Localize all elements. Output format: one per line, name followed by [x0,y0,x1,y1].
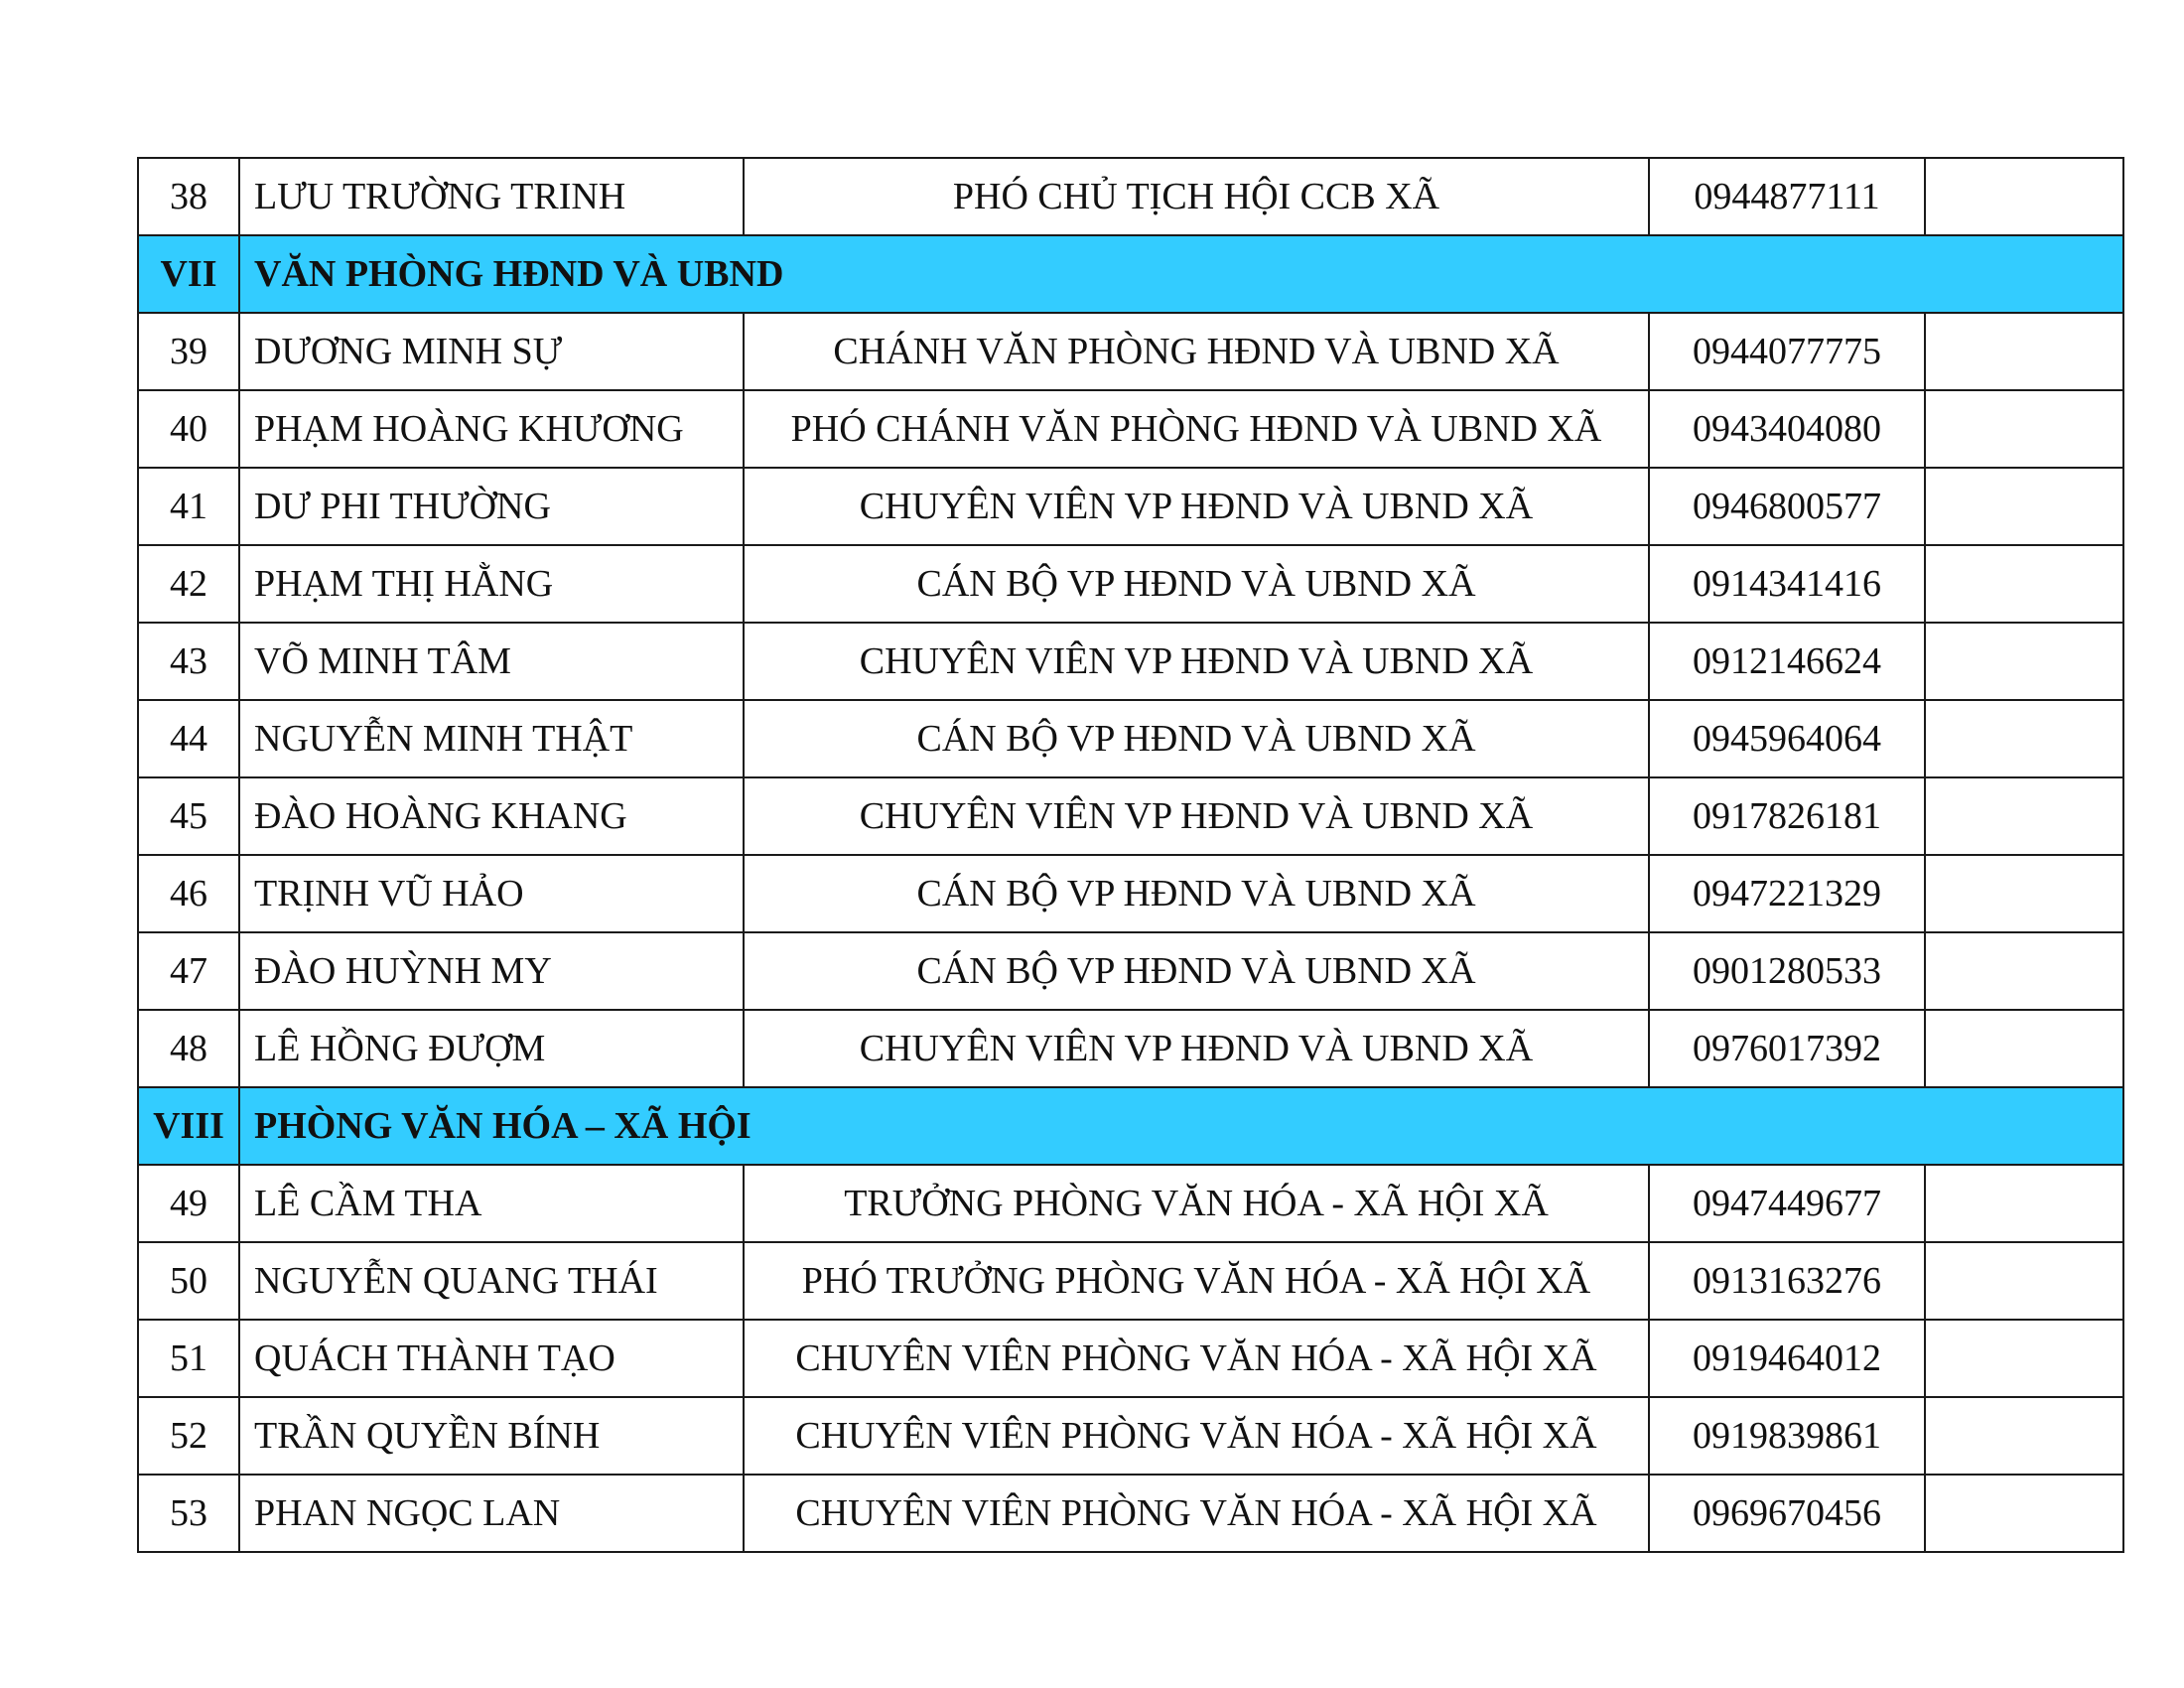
note-cell [1925,313,2123,390]
position-cell: CHUYÊN VIÊN PHÒNG VĂN HÓA - XÃ HỘI XÃ [744,1397,1649,1475]
phone-cell: 0901280533 [1649,932,1925,1010]
row-number-cell: 44 [138,700,239,777]
phone-cell: 0944877111 [1649,158,1925,235]
note-cell [1925,932,2123,1010]
name-cell: ĐÀO HOÀNG KHANG [239,777,744,855]
note-cell [1925,1397,2123,1475]
name-cell: NGUYỄN MINH THẬT [239,700,744,777]
position-cell: CHUYÊN VIÊN VP HĐND VÀ UBND XÃ [744,1010,1649,1087]
name-cell: VÕ MINH TÂM [239,623,744,700]
name-cell: LÊ CẦM THA [239,1165,744,1242]
table-row [138,1397,2123,1475]
position-cell: CHUYÊN VIÊN PHÒNG VĂN HÓA - XÃ HỘI XÃ [744,1320,1649,1397]
phone-cell: 0919464012 [1649,1320,1925,1397]
name-cell: TRỊNH VŨ HẢO [239,855,744,932]
section-title: VĂN PHÒNG HĐND VÀ UBND [239,235,2123,313]
phone-cell: 0944077775 [1649,313,1925,390]
staff-directory-table [137,157,2124,1553]
note-cell [1925,1475,2123,1552]
phone-cell: 0946800577 [1649,468,1925,545]
position-cell: PHÓ CHÁNH VĂN PHÒNG HĐND VÀ UBND XÃ [744,390,1649,468]
row-number-cell: 39 [138,313,239,390]
row-number-cell: 53 [138,1475,239,1552]
section-number: VII [138,235,239,313]
note-cell [1925,855,2123,932]
name-cell: PHAN NGỌC LAN [239,1475,744,1552]
note-cell [1925,1165,2123,1242]
section-number: VIII [138,1087,239,1165]
row-number-cell: 47 [138,932,239,1010]
table-row [138,158,2123,235]
table-row [138,1475,2123,1552]
name-cell: LÊ HỒNG ĐƯỢM [239,1010,744,1087]
table-row [138,1320,2123,1397]
phone-cell: 0976017392 [1649,1010,1925,1087]
table-row [138,700,2123,777]
position-cell: CHUYÊN VIÊN VP HĐND VÀ UBND XÃ [744,777,1649,855]
row-number-cell: 45 [138,777,239,855]
row-number-cell: 48 [138,1010,239,1087]
name-cell: LƯU TRƯỜNG TRINH [239,158,744,235]
row-number-cell: 43 [138,623,239,700]
name-cell: PHẠM HOÀNG KHƯƠNG [239,390,744,468]
phone-cell: 0947221329 [1649,855,1925,932]
name-cell: TRẦN QUYỀN BÍNH [239,1397,744,1475]
name-cell: NGUYỄN QUANG THÁI [239,1242,744,1320]
table-row [138,855,2123,932]
table-row [138,313,2123,390]
phone-cell: 0917826181 [1649,777,1925,855]
section-header-row [138,1087,2123,1165]
row-number-cell: 50 [138,1242,239,1320]
name-cell: ĐÀO HUỲNH MY [239,932,744,1010]
phone-cell: 0912146624 [1649,623,1925,700]
section-title: PHÒNG VĂN HÓA – XÃ HỘI [239,1087,2123,1165]
row-number-cell: 38 [138,158,239,235]
note-cell [1925,1010,2123,1087]
note-cell [1925,545,2123,623]
position-cell: CÁN BỘ VP HĐND VÀ UBND XÃ [744,700,1649,777]
position-cell: CHUYÊN VIÊN PHÒNG VĂN HÓA - XÃ HỘI XÃ [744,1475,1649,1552]
phone-cell: 0913163276 [1649,1242,1925,1320]
note-cell [1925,1242,2123,1320]
table-row [138,623,2123,700]
row-number-cell: 41 [138,468,239,545]
row-number-cell: 42 [138,545,239,623]
row-number-cell: 46 [138,855,239,932]
name-cell: QUÁCH THÀNH TẠO [239,1320,744,1397]
row-number-cell: 51 [138,1320,239,1397]
row-number-cell: 52 [138,1397,239,1475]
name-cell: PHẠM THỊ HẰNG [239,545,744,623]
position-cell: CHUYÊN VIÊN VP HĐND VÀ UBND XÃ [744,468,1649,545]
position-cell: CÁN BỘ VP HĐND VÀ UBND XÃ [744,855,1649,932]
row-number-cell: 49 [138,1165,239,1242]
position-cell: CÁN BỘ VP HĐND VÀ UBND XÃ [744,545,1649,623]
section-header-row [138,235,2123,313]
table-row [138,777,2123,855]
note-cell [1925,700,2123,777]
note-cell [1925,1320,2123,1397]
table-body [138,158,2123,1552]
note-cell [1925,468,2123,545]
name-cell: DƯ PHI THƯỜNG [239,468,744,545]
position-cell: CHUYÊN VIÊN VP HĐND VÀ UBND XÃ [744,623,1649,700]
position-cell: TRƯỞNG PHÒNG VĂN HÓA - XÃ HỘI XÃ [744,1165,1649,1242]
name-cell: DƯƠNG MINH SỰ [239,313,744,390]
table-row [138,468,2123,545]
row-number-cell: 40 [138,390,239,468]
table-row [138,1010,2123,1087]
note-cell [1925,777,2123,855]
position-cell: CHÁNH VĂN PHÒNG HĐND VÀ UBND XÃ [744,313,1649,390]
phone-cell: 0945964064 [1649,700,1925,777]
phone-cell: 0914341416 [1649,545,1925,623]
note-cell [1925,390,2123,468]
note-cell [1925,623,2123,700]
phone-cell: 0947449677 [1649,1165,1925,1242]
note-cell [1925,158,2123,235]
phone-cell: 0969670456 [1649,1475,1925,1552]
position-cell: PHÓ CHỦ TỊCH HỘI CCB XÃ [744,158,1649,235]
position-cell: PHÓ TRƯỞNG PHÒNG VĂN HÓA - XÃ HỘI XÃ [744,1242,1649,1320]
table-row [138,932,2123,1010]
table-row [138,390,2123,468]
table-row [138,1242,2123,1320]
table-row [138,545,2123,623]
table-row [138,1165,2123,1242]
position-cell: CÁN BỘ VP HĐND VÀ UBND XÃ [744,932,1649,1010]
phone-cell: 0943404080 [1649,390,1925,468]
phone-cell: 0919839861 [1649,1397,1925,1475]
